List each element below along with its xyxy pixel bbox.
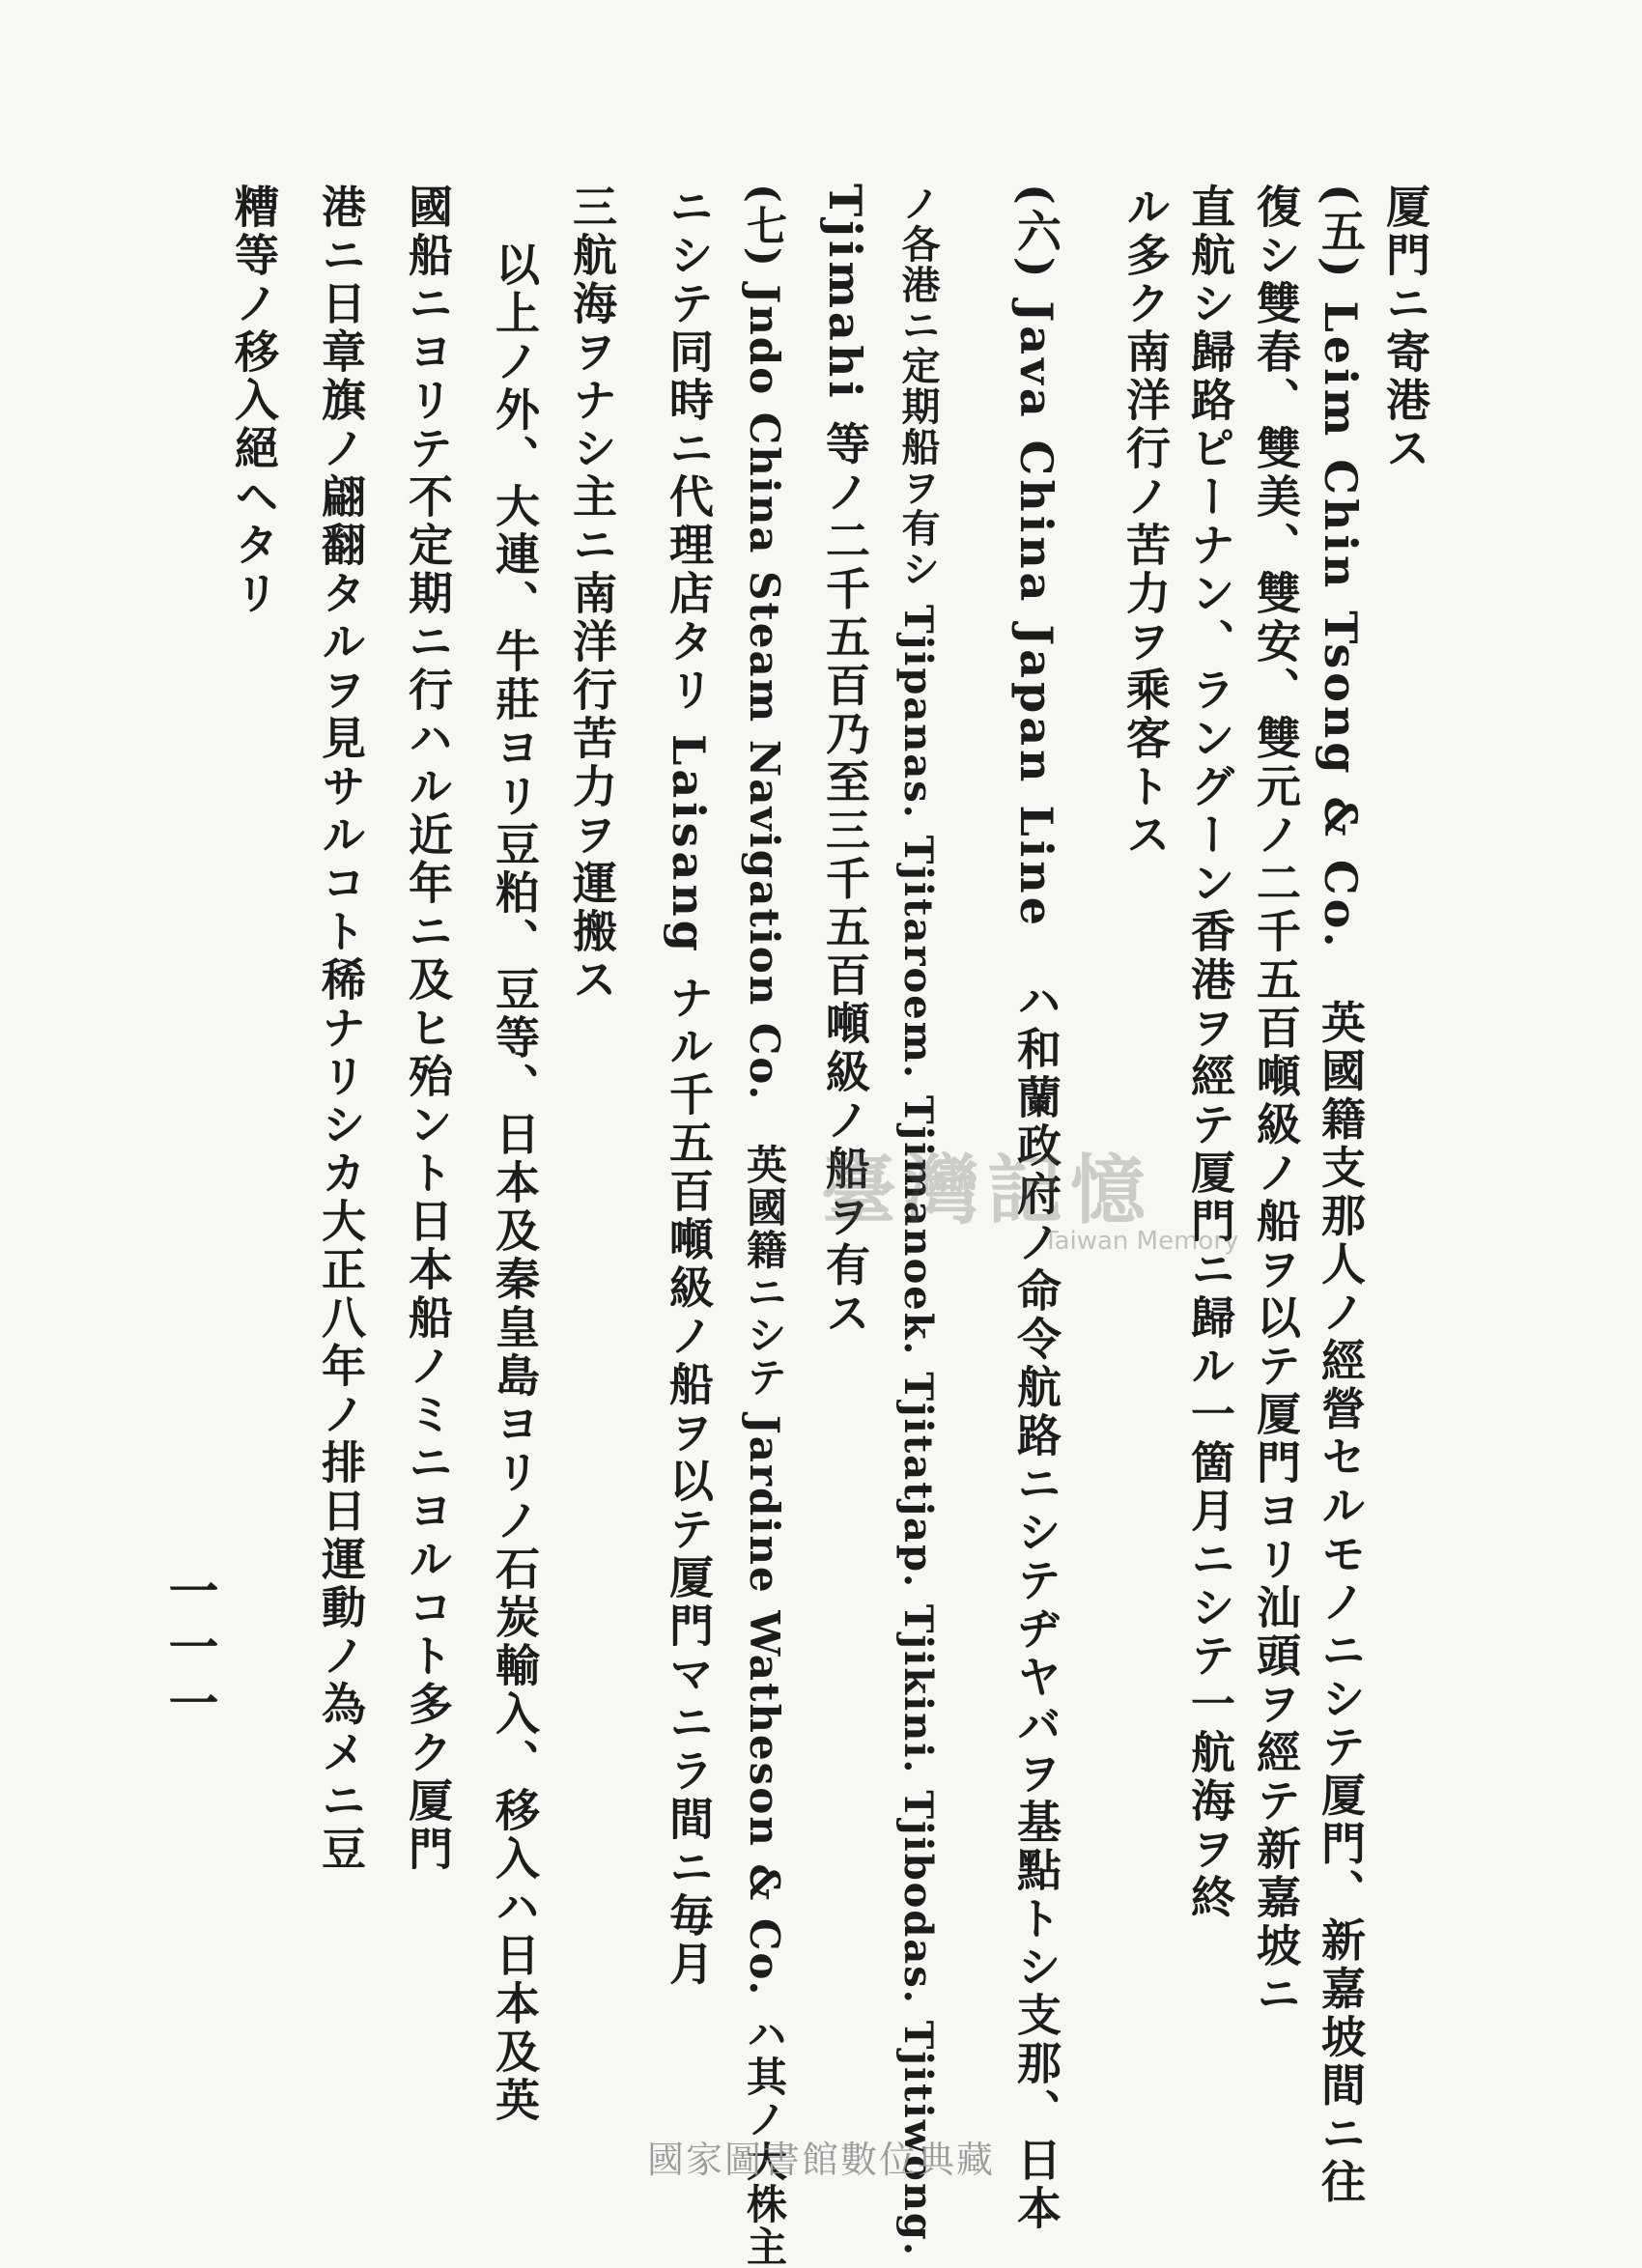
text-column-15: 糟等ノ移入絕ヘタリ	[228, 184, 280, 618]
text-column-5: ル多ク南洋行ノ苦力ヲ乘客トス	[1119, 184, 1172, 860]
text-column-8: Tjimahi 等ノ二千五百乃至三千五百噸級ノ船ヲ有ス	[819, 184, 871, 1339]
text-column-9: (七) Jndo China Steam Navigation Co. 英國籍ニシテ Jardine Watheson & Co. ハ其ノ大株主	[741, 184, 788, 2268]
text-column-11: 三航海ヲナシ主ニ南洋行苦力ヲ運搬ス	[566, 184, 618, 1005]
text-column-3: 復シ雙春、雙美、雙安、雙元ノ二千五百噸級ノ船ヲ以テ厦門ヨリ汕頭ヲ經テ新嘉坡ニ	[1250, 184, 1302, 2019]
text-column-13: 國船ニヨリテ不定期ニ行ハル近年ニ及ヒ殆ント日本船ノミニヨルコト多ク厦門	[402, 184, 454, 1874]
text-column-12: 以上ノ外、大連、牛莊ヨリ豆粕、豆等、日本及秦皇島ヨリノ石炭輸入、移入ハ日本及英	[489, 241, 541, 2125]
page-number: 一一一	[159, 1565, 218, 1733]
text-column-6: (六) Java China Japan Line ハ和蘭政府ノ命令航路ニシテヂヤバヲ基點トシ支那、日本	[1010, 184, 1062, 2233]
watermark-logo: 臺灣記憶	[821, 1147, 1154, 1234]
text-column-1: 厦門ニ寄港ス	[1379, 184, 1431, 473]
text-column-10: ニシテ同時ニ代理店タリ Laisang ナル千五百噸級ノ船ヲ以テ厦門マニラ間ニ毎月	[663, 184, 715, 1989]
text-column-14: 港ニ日章旗ノ翩翻タルヲ見サルコト稀ナリシカ大正八年ノ排日運動ノ為メニ豆	[315, 184, 367, 1874]
footer-credit: 國家圖書館數位典藏	[646, 2139, 995, 2181]
text-column-2: (五) Leim Chin Tsong & Co. 英國籍支那人ノ經營セルモノニシテ厦門、新嘉坡間ニ往	[1315, 184, 1367, 2207]
text-column-4: 直航シ歸路ピーナン、ラングーン香港ヲ經テ厦門ニ歸ル一箇月ニシテ一航海ヲ終	[1184, 184, 1236, 1922]
watermark-subtitle: Taiwan Memory	[1043, 1227, 1239, 1256]
text-column-7: ノ各港ニ定期船ヲ有シ Tjipanas. Tjitaroem. Tjimanoek. Tjitatjap. Tjikini. Tjibodas. Tjitiwong.	[895, 184, 941, 2257]
